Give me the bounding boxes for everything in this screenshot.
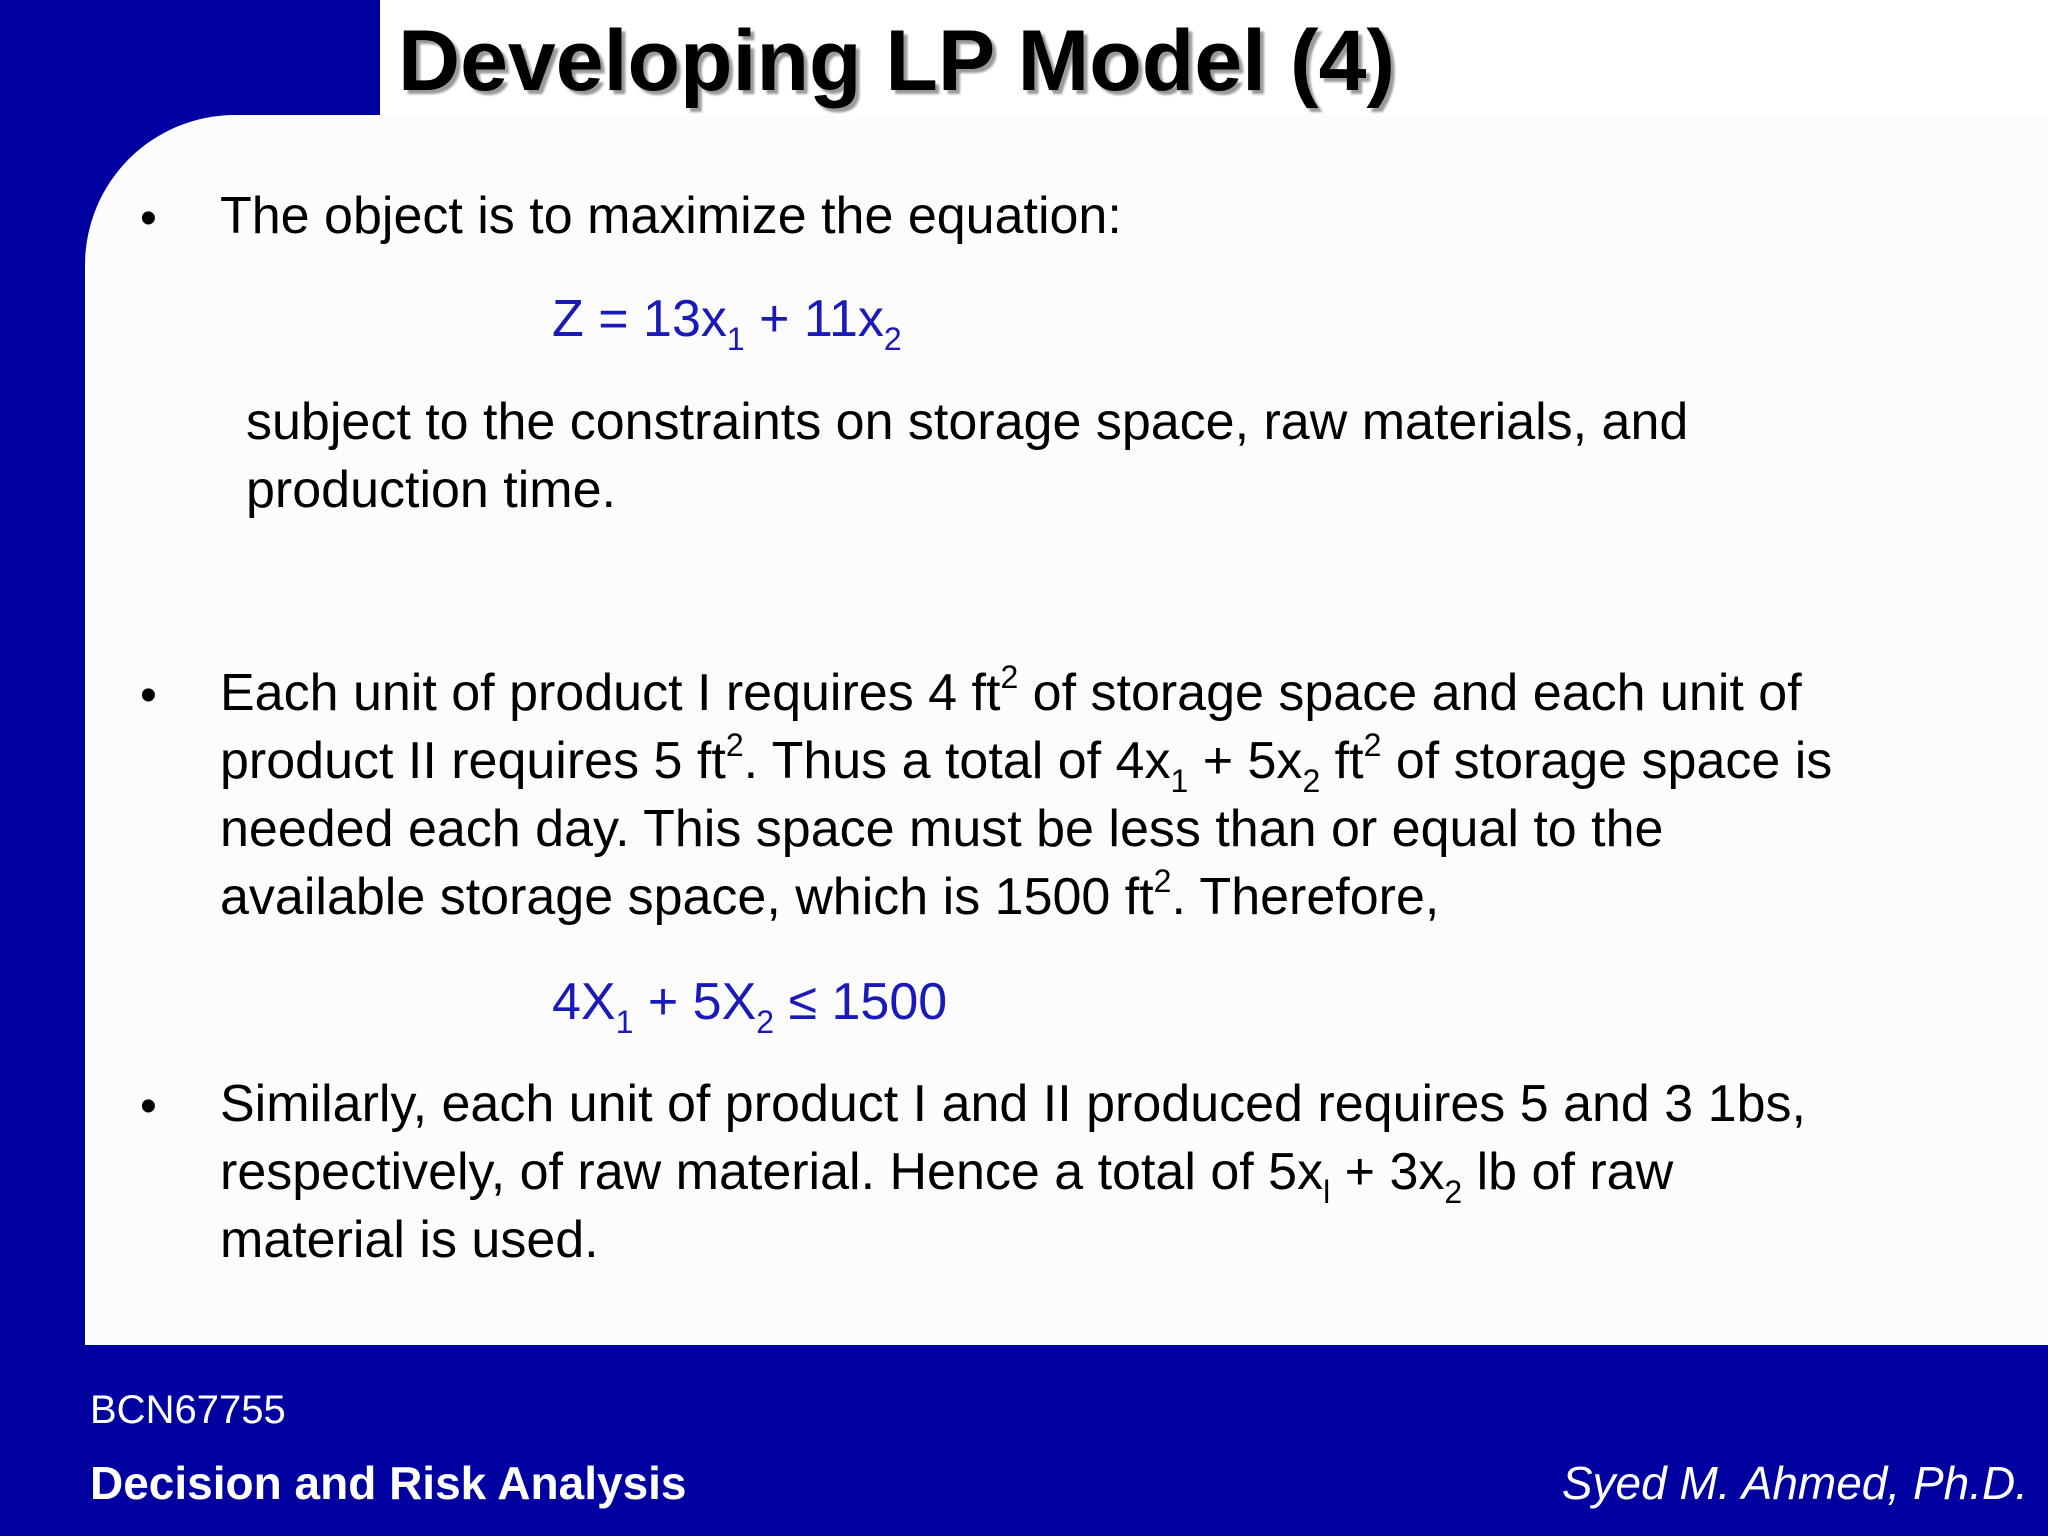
bullet-1: • <box>140 192 157 245</box>
course-code: BCN67755 <box>90 1388 286 1432</box>
constraints-intro-line-1: subject to the constraints on storage space, raw materials, and <box>246 393 1689 451</box>
objective-text: The object is to maximize the equation: <box>220 187 1122 245</box>
storage-constraint-equation: $4X_1 + 5X_2 \le 1500$ <box>552 973 948 1040</box>
author-name: Syed M. Ahmed, Ph.D. <box>1561 1457 2028 1509</box>
bullet-3: • <box>140 1080 157 1133</box>
left-frame-bar <box>0 0 85 1536</box>
top-frame-bar <box>0 0 380 115</box>
material-text-line-2: respectively, of raw material. Hence a total of $5x_l + 3x_2$ lb of raw <box>220 1143 1674 1210</box>
material-text-line-3: material is used. <box>220 1211 599 1269</box>
slide-title: Developing LP Model (4) <box>398 13 1396 109</box>
objective-equation: $Z = 13x_1 + 11x_2$ <box>552 290 902 357</box>
storage-text-line-3: needed each day. This space must be less than or equal to the <box>220 800 1664 858</box>
course-name: Decision and Risk Analysis <box>90 1457 687 1509</box>
constraints-intro-line-2: production time. <box>246 461 616 519</box>
bullet-2: • <box>140 669 157 722</box>
storage-text-line-2: product II requires 5 $ft^2$. Thus a total of $4x_1 + 5x_2$ $ft^2$ of storage space is <box>220 727 1833 799</box>
storage-text-line-4: available storage space, which is 1500 $ft^2$. Therefore, <box>220 863 1440 926</box>
storage-text-line-1: Each unit of product I requires 4 $ft^2$ of storage space and each unit of <box>220 659 1802 722</box>
material-text-line-1: Similarly, each unit of product I and II produced requires 5 and 3 1bs, <box>220 1075 1806 1133</box>
